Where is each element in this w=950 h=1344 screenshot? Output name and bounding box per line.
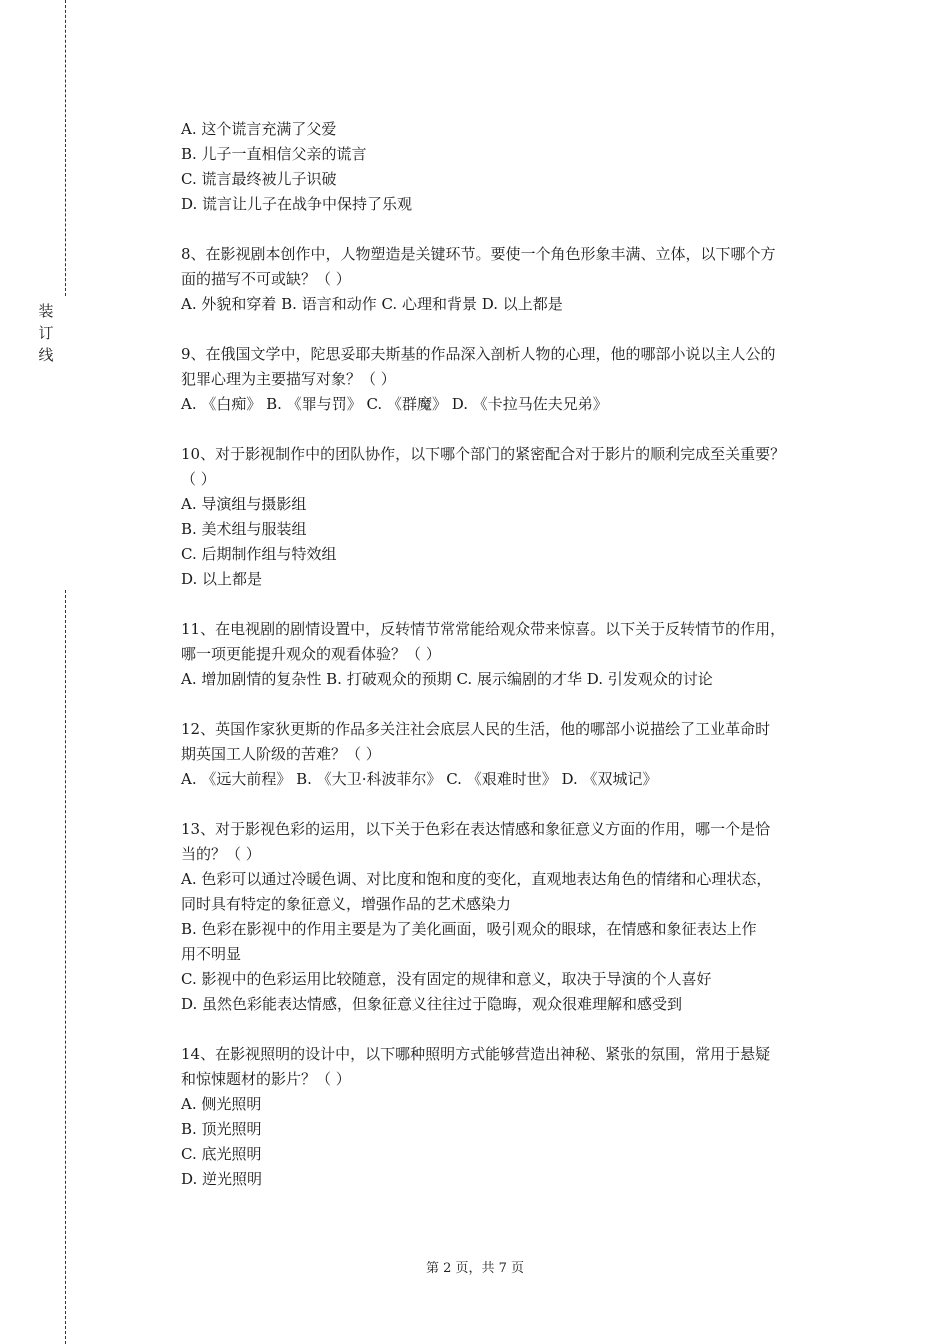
option-line: A. 《白痴》 B. 《罪与罚》 C. 《群魔》 D. 《卡拉马佐夫兄弟》 — [181, 395, 608, 413]
option-line: C. 底光照明 — [181, 1145, 262, 1163]
option-line: A. 《远大前程》 B. 《大卫·科波菲尔》 C. 《艰难时世》 D. 《双城记》 — [181, 770, 658, 788]
option-line: A. 色彩可以通过冷暖色调、对比度和饱和度的变化，直观地表达角色的情绪和心理状态， — [181, 870, 772, 888]
option-line: B. 色彩在影视中的作用主要是为了美化画面，吸引观众的眼球，在情感和象征表达上作 — [181, 920, 757, 938]
option-line: 用不明显 — [181, 945, 242, 963]
question-13 — [181, 817, 846, 1017]
question-stem: 当的？（ ） — [181, 845, 261, 863]
question-stem: 8、在影视剧本创作中，人物塑造是关键环节。要使一个角色形象丰满、立体，以下哪个方 — [181, 245, 776, 263]
question-stem: 9、在俄国文学中，陀思妥耶夫斯基的作品深入剖析人物的心理，他的哪部小说以主人公的 — [181, 345, 776, 363]
option-line: D. 虽然色彩能表达情感，但象征意义往往过于隐晦，观众很难理解和感受到 — [181, 995, 683, 1013]
question-11 — [181, 617, 846, 692]
binding-label — [36, 300, 56, 366]
question-stem: 11、在电视剧的剧情设置中，反转情节常常能给观众带来惊喜。以下关于反转情节的作用， — [181, 620, 786, 638]
question-stem: 和惊悚题材的影片？（ ） — [181, 1070, 351, 1088]
question-8 — [181, 242, 846, 317]
question-stem: 犯罪心理为主要描写对象？（ ） — [181, 370, 396, 388]
binding-line-top — [65, 0, 66, 296]
question-stem: 哪一项更能提升观众的观看体验？（ ） — [181, 645, 441, 663]
option-line: A. 这个谎言充满了父爱 — [181, 120, 337, 138]
question-stem: 面的描写不可或缺？（ ） — [181, 270, 351, 288]
option-line: D. 以上都是 — [181, 570, 263, 588]
question-10 — [181, 442, 846, 592]
question-9 — [181, 342, 846, 417]
option-line: D. 谎言让儿子在战争中保持了乐观 — [181, 195, 413, 213]
option-line: 同时具有特定的象征意义，增强作品的艺术感染力 — [181, 895, 512, 913]
question-stem: 期英国工人阶级的苦难？（ ） — [181, 745, 381, 763]
option-line: C. 影视中的色彩运用比较随意，没有固定的规律和意义，取决于导演的个人喜好 — [181, 970, 712, 988]
question-stem: 13、对于影视色彩的运用，以下关于色彩在表达情感和象征意义方面的作用，哪一个是恰 — [181, 820, 771, 838]
question-stem: 10、对于影视制作中的团队协作，以下哪个部门的紧密配合对于影片的顺利完成至关重要？ — [181, 445, 786, 463]
question-stem: 14、在影视照明的设计中，以下哪种照明方式能够营造出神秘、紧张的氛围，常用于悬疑 — [181, 1045, 771, 1063]
question-stem: 12、英国作家狄更斯的作品多关注社会底层人民的生活，他的哪部小说描绘了工业革命时 — [181, 720, 771, 738]
exam-content — [181, 117, 846, 1192]
option-line: A. 导演组与摄影组 — [181, 495, 307, 513]
option-line: A. 外貌和穿着 B. 语言和动作 C. 心理和背景 D. 以上都是 — [181, 295, 563, 313]
question-14 — [181, 1042, 846, 1192]
option-line: A. 增加剧情的复杂性 B. 打破观众的预期 C. 展示编剧的才华 D. 引发观众的讨论 — [181, 670, 713, 688]
q7-options — [181, 117, 846, 217]
binding-line-bottom — [65, 590, 66, 1344]
option-line: B. 儿子一直相信父亲的谎言 — [181, 145, 367, 163]
option-line: B. 美术组与服装组 — [181, 520, 307, 538]
question-12 — [181, 717, 846, 792]
option-line: C. 后期制作组与特效组 — [181, 545, 337, 563]
page-footer: 第 2 页，共 7 页 — [425, 1261, 525, 1276]
option-line: D. 逆光照明 — [181, 1170, 263, 1188]
binding-char: 装 订 线 — [38, 302, 54, 364]
option-line: B. 顶光照明 — [181, 1120, 262, 1138]
option-line: C. 谎言最终被儿子识破 — [181, 170, 337, 188]
option-line: A. 侧光照明 — [181, 1095, 262, 1113]
question-stem: （ ） — [181, 470, 216, 488]
